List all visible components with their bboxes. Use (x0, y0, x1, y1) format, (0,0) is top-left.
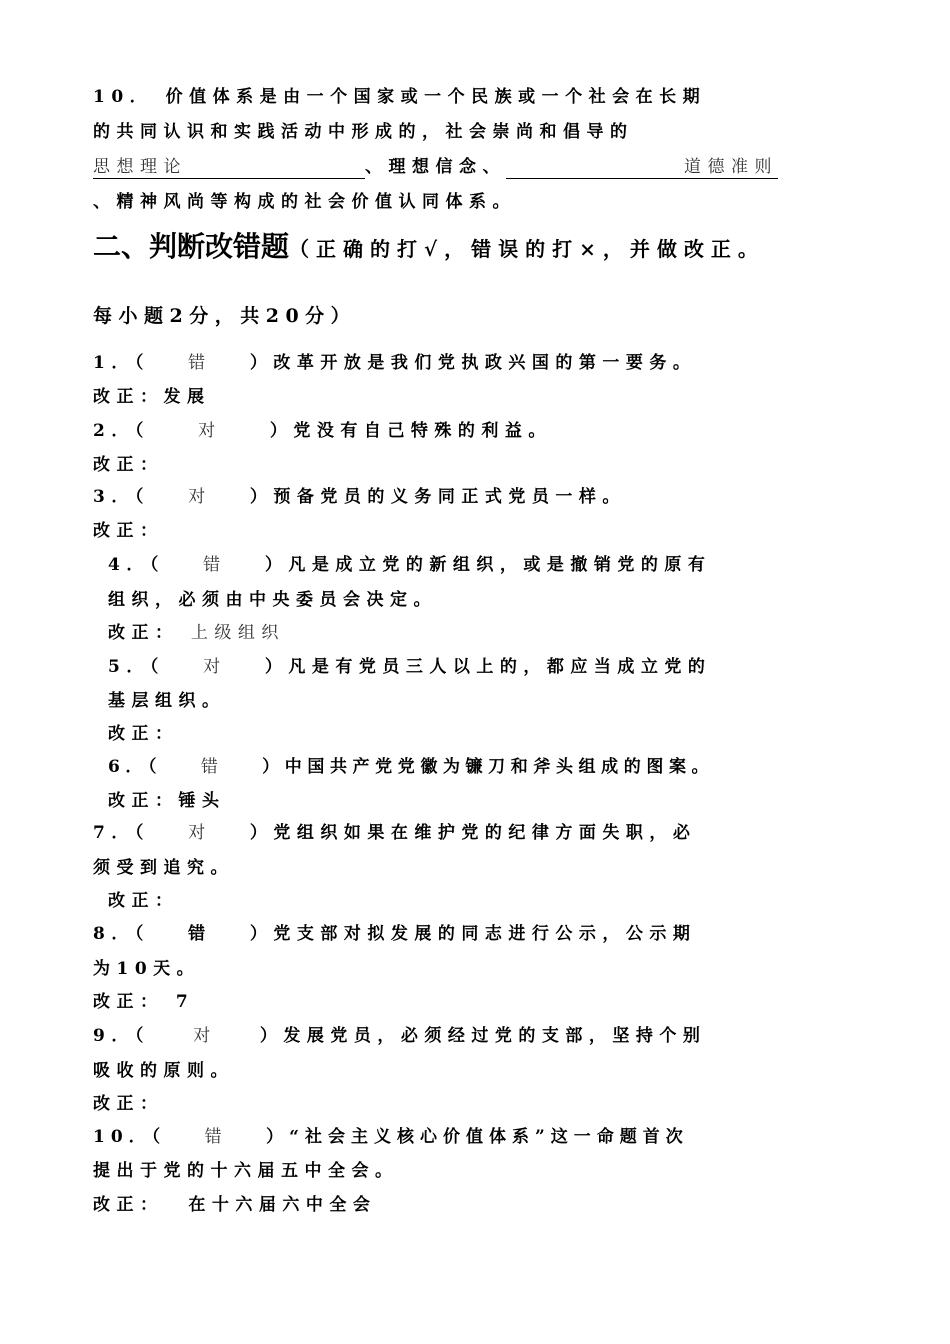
q10-separator: 、理想信念、 (365, 157, 506, 177)
correction-6: 改正：锤头 (108, 791, 226, 811)
correction-8: 改正： 7 (93, 992, 195, 1012)
q10-line-1: 10． 价值体系是由一个国家或一个民族或一个社会在长期 (93, 87, 707, 107)
question-9: 9．（ 对 ）发展党员，必须经过党的支部，坚持个别 (93, 1026, 707, 1046)
question-3: 3．（ 对 ）预备党员的义务同正式党员一样。 (93, 487, 626, 507)
question-2: 2．（ 对 ）党没有自己特殊的利益。 (93, 421, 552, 441)
correction-10-value: 在十六届六中全会 (188, 1195, 377, 1215)
answer-2: 对 (198, 421, 222, 441)
section-2-title: 二、判断改错题 (93, 230, 290, 263)
answer-1: 错 (188, 353, 212, 373)
answer-10: 错 (204, 1127, 228, 1147)
q10-line-4: 、精神风尚等构成的社会价值认同体系。 (93, 192, 516, 212)
answer-5: 对 (203, 657, 227, 677)
answer-6: 错 (200, 757, 224, 777)
correction-1: 改正：发展 (93, 387, 211, 407)
section-2-note: （正确的打√，错误的打×，并做改正。 (289, 237, 765, 261)
correction-9: 改正： (93, 1094, 164, 1114)
section-2-heading (93, 230, 855, 264)
answer-7: 对 (188, 823, 212, 843)
question-8-cont: 为10天。 (93, 959, 201, 979)
question-5-cont: 基层组织。 (108, 691, 226, 711)
answer-3: 对 (188, 487, 212, 507)
correction-8-value: 7 (175, 992, 195, 1012)
correction-1-value: 发展 (163, 387, 211, 407)
question-6: 6．（ 错 ）中国共产党党徽为镰刀和斧头组成的图案。 (108, 757, 715, 777)
question-9-cont: 吸收的原则。 (93, 1061, 234, 1081)
q10-line-3 (93, 156, 855, 179)
correction-10: 改正： 在十六届六中全会 (93, 1195, 377, 1215)
answer-9: 对 (193, 1026, 217, 1046)
q10-blank-1: 思想理论 (93, 156, 365, 179)
correction-5: 改正： (108, 724, 179, 744)
q10-line-2: 的共同认识和实践活动中形成的，社会崇尚和倡导的 (93, 122, 634, 142)
question-1: 1．（ 错 ）改革开放是我们党执政兴国的第一要务。 (93, 353, 697, 373)
answer-8: 错 (188, 924, 212, 944)
question-8: 8．（ 错 ）党支部对拟发展的同志进行公示，公示期 (93, 924, 697, 944)
correction-3: 改正： (93, 521, 164, 541)
correction-7: 改正： (108, 891, 179, 911)
section-2-note-2: 每小题2分，共20分） (93, 305, 357, 327)
q10-blank-2: 道德准则 (506, 156, 778, 179)
question-4: 4．（ 错 ）凡是成立党的新组织，或是撤销党的原有 (108, 555, 712, 575)
correction-4-value: 上级组织 (190, 623, 285, 643)
question-7: 7．（ 对 ）党组织如果在维护党的纪律方面失职，必 (93, 823, 697, 843)
correction-4: 改正： 上级组织 (108, 623, 285, 643)
question-4-cont: 组织，必须由中央委员会决定。 (108, 590, 437, 610)
correction-6-value: 锤头 (178, 791, 226, 811)
correction-2: 改正： (93, 455, 164, 475)
question-5: 5．（ 对 ）凡是有党员三人以上的，都应当成立党的 (108, 657, 712, 677)
answer-4: 错 (203, 555, 227, 575)
question-10: 10．（ 错 ）“社会主义核心价值体系”这一命题首次 (93, 1127, 689, 1147)
question-10-cont: 提出于党的十六届五中全会。 (93, 1161, 399, 1181)
question-7-cont: 须受到追究。 (93, 858, 234, 878)
